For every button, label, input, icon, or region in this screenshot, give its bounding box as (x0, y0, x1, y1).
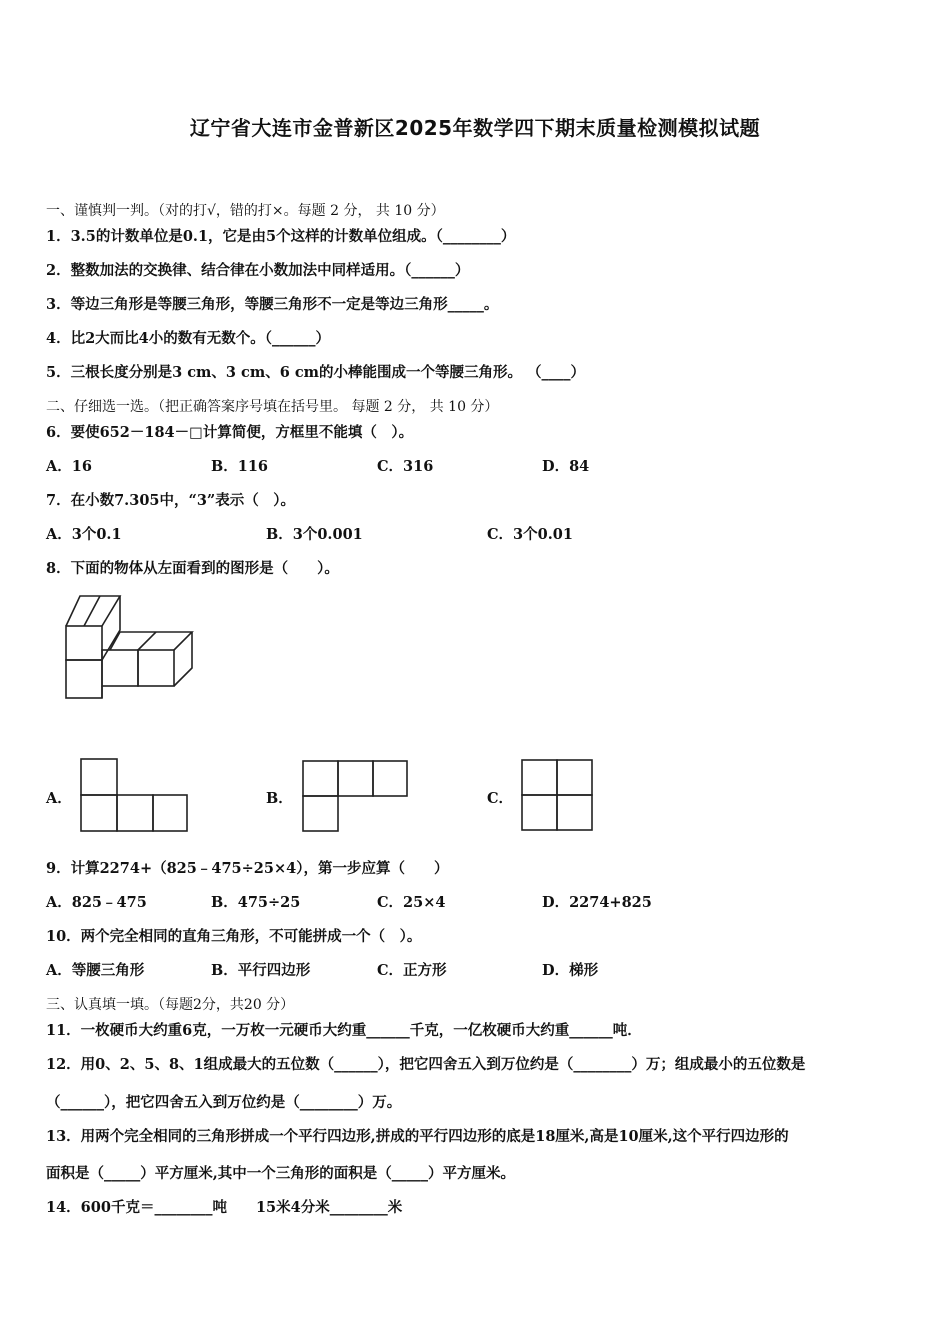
q10-option-c: C．正方形 (377, 962, 447, 979)
q9-option-c: C．25×4 (377, 894, 446, 911)
q9-option-a: A．825﹣475 (46, 894, 147, 911)
section-1-heading: 一、谨慎判一判。（对的打√，错的打×。每题 2 分， 共 10 分） (46, 203, 445, 219)
question-1: 1．3.5的计数单位是0.1，它是由5个这样的计数单位组成。（________） (46, 228, 516, 245)
question-9: 9．计算2274+（825﹣475÷25×4），第一步应算（ ） (46, 860, 449, 877)
question-7: 7．在小数7.305中，“3”表示（ ）。 (46, 492, 296, 509)
question-6: 6．要使652－184－□计算简便，方框里不能填（ ）。 (46, 424, 414, 441)
question-5: 5．三根长度分别是3 cm、3 cm、6 cm的小棒能围成一个等腰三角形。 （____） (46, 364, 586, 381)
q8-option-c: C． (487, 790, 514, 807)
q10-option-d: D．梯形 (542, 962, 599, 979)
question-3: 3．等边三角形是等腰三角形，等腰三角形不一定是等边三角形_____。 (46, 296, 499, 313)
section-2-heading: 二、仔细选一选。（把正确答案序号填在括号里。 每题 2 分， 共 10 分） (46, 399, 499, 415)
question-10: 10．两个完全相同的直角三角形，不可能拼成一个（ ）。 (46, 928, 422, 945)
q7-option-c: C．3个0.01 (487, 526, 573, 543)
q9-option-d: D．2274+825 (542, 894, 652, 911)
section-3-heading: 三、认真填一填。（每题2分，共20 分） (46, 997, 295, 1013)
question-13-line-1: 13．用两个完全相同的三角形拼成一个平行四边形,拼成的平行四边形的底是18厘米,高是10厘米,这个平行四边形的 (46, 1128, 789, 1145)
question-8: 8．下面的物体从左面看到的图形是（ ）。 (46, 560, 339, 577)
q6-option-d: D．84 (542, 458, 590, 475)
q8-option-a-figure (78, 756, 190, 834)
q7-option-b: B．3个0.001 (266, 526, 363, 543)
q6-option-c: C．316 (377, 458, 434, 475)
q8-option-b: B． (266, 790, 293, 807)
q6-option-b: B．116 (211, 458, 269, 475)
q8-option-a: A． (46, 790, 72, 807)
q8-option-b-figure (300, 758, 412, 834)
question-4: 4．比2大而比4小的数有无数个。（______） (46, 330, 331, 347)
question-14: 14．600千克＝________吨 15米4分米________米 (46, 1199, 403, 1216)
q6-option-a: A．16 (46, 458, 92, 475)
q9-option-b: B．475÷25 (211, 894, 301, 911)
question-11: 11．一枚硬币大约重6克，一万枚一元硬币大约重______千克，一亿枚硬币大约重______吨． (46, 1022, 642, 1039)
q8-option-c-figure (519, 757, 595, 833)
question-2: 2．整数加法的交换律、结合律在小数加法中同样适用。（______） (46, 262, 470, 279)
question-12-line-1: 12．用0、2、5、8、1组成最大的五位数（______），把它四舍五入到万位约是（________）万；组成最小的五位数是 (46, 1056, 806, 1073)
page-title: 辽宁省大连市金普新区2025年数学四下期末质量检测模拟试题 (189, 116, 761, 140)
question-12-line-2: （______），把它四舍五入到万位约是（________）万。 (46, 1094, 402, 1111)
q10-option-b: B．平行四边形 (211, 962, 311, 979)
q7-option-a: A．3个0.1 (46, 526, 122, 543)
cube-stack-figure (60, 590, 200, 705)
q10-option-a: A．等腰三角形 (46, 962, 145, 979)
question-13-line-2: 面积是（_____）平方厘米,其中一个三角形的面积是（_____）平方厘米。 (46, 1165, 516, 1182)
